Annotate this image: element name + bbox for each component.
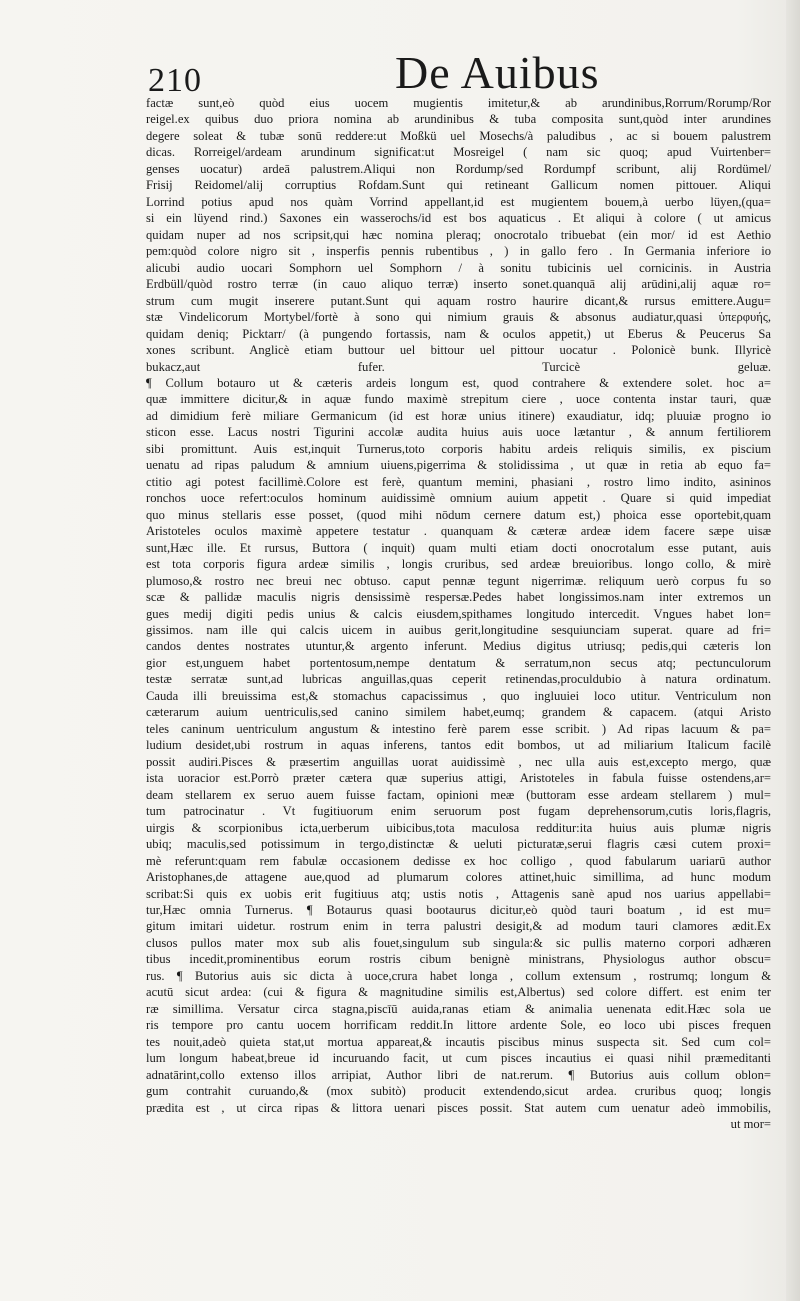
text-line: Erdbüll/quòd rostro terræ (in cauo aliquo terræ) inserto sonet.quanquā alij arūdini,alij aquæ ro= — [146, 277, 771, 292]
text-line: tibus incedit,prominentibus eorum rostris cibum benignè ministrans, Physiologus author obscu= — [146, 952, 771, 967]
running-title: De Auibus — [395, 47, 600, 98]
text-line: possit audiri.Pisces & præsertim anguillas uorat auidissimè , nec ulla auis est,excepto mergo, quæ — [146, 754, 771, 769]
text-line: plumoso,& rostro nec breui nec obtuso. caput pennæ tegunt nigerrimæ. reliquum uerò corpus fu so — [146, 573, 771, 588]
text-line: ronchos uoce refert:oculos hominum auidissimè omnium auium appetit . Quare si quid impediat — [146, 491, 771, 506]
text-line: ludium desidet,ubi rostrum in aquas inferens, tantos edit bombos, ut ad miliarium Italicum facilè — [146, 738, 771, 753]
text-line: cæterarum auium uentriculis,sed canino similem habet,eumq; grandem & capacem. (atqui Aristo — [146, 705, 771, 720]
text-line: quidam nuper ad nos scripsit,qui hæc nomina pleraq; onocrotalo tribuebat (ein mor/ id est Aethio — [146, 227, 771, 242]
text-line: sunt,Hæc ille. Et rursus, Buttora ( inquit) quam multi etiam docti onocrotalum esse putant, auis — [146, 540, 771, 555]
text-line: Lorrind potius apud nos quàm Vorrind appellant,id est mugientem bouem,à uerbo lüyen,(qua= — [146, 194, 771, 209]
text-line: scribat:Si quis ex uobis erit fugitiuus atq; ustis notis , Attagenis sanè apud nos uarius appellabi= — [146, 886, 771, 901]
text-line: Frisij Reidomel/alij corruptius Rofdam.Sunt qui retineant Gallicum nomen pittouer. Aliqui — [146, 178, 771, 193]
text-line: scæ & pallidæ maculis nigris densissimè respersæ.Pedes habet longissimos.nam inter extremos un — [146, 590, 771, 605]
text-line: xones scribunt. Anglicè etiam buttour uel bittour uel pittour uocatur . Polonicè bunk. Illyricè — [146, 343, 771, 358]
text-line: ris tempore pro cantu uocem horrificam reddit.In littore ardente Sole, eo loco ubi pisces frequen — [146, 1018, 771, 1033]
text-line: factæ sunt,eò quòd eius uocem mugientis imitetur,& ab arundinibus,Rorrum/Rorump/Ror — [146, 96, 771, 110]
text-line: lum longum habeat,breue id incuruando facit, ut cum pisces incautius ei quasi nihil præmeditanti — [146, 1051, 771, 1066]
text-line: pem:quòd colore nigro sit , insperfis pennis rubentibus , ) in gallo fero . In Germania inferiore io — [146, 244, 771, 259]
text-line: ¶ Collum botauro ut & cæteris ardeis longum est, quod contrahere & extendere solet. hoc a= — [146, 375, 771, 390]
text-line: ad dimidium ferè miliare Germanicum (id est horæ unius itinere) exaudiatur, idq; pluuiæ progno io — [146, 408, 771, 423]
text-line: strum cum mugit inserere putant.Sunt qui aquam rostro haurire dicant,& rursus emittere.Augu= — [146, 293, 771, 308]
text-line: tum patrocinatur . Vt fugitiuorum enim seruorum post fugam deprehensorum,cutis loris,flagris, — [146, 804, 771, 819]
text-line: bukacz,aut fufer. Turcicè geluæ. — [146, 359, 771, 374]
text-line: ista uoracior est.Porrò præter cætera quæ superius attigi, Aristoteles in fabula fuisse ostendens,ar= — [146, 771, 771, 786]
text-line: ctitio agi potest facillimè.Colore est ferè, quantum memini, phasiani , rostro limo indito, asininos — [146, 474, 771, 489]
text-line: quidam deniq; Picktarr/ (à pungendo fortassis, nam & oculos appetit,) ut Eberus & Peucerus Sa — [146, 326, 771, 341]
text-line: ræ simillima. Versatur circa stagna,piscīū auida,ranas etiam & animalia uenenata edit.Hæc sola ue — [146, 1001, 771, 1016]
text-line: clusos pullos mater mox sub alis fouet,singulum sub singula:& sic pullis materno corpori adhæren — [146, 935, 771, 950]
text-line: uirgis & scorpionibus icta,uerberum uibicibus,tota maculosa redditur:ita huius auis plumæ nigris — [146, 820, 771, 835]
text-line: candos dentes nostrates utuntur,& argento inferunt. Medius digitus utriusq; pedis,qui cæteris lon — [146, 639, 771, 654]
text-line: si ein lüyend rind.) Saxones ein wasserochs/id est bos aquaticus . Et aliqui à colore ( ut amicus — [146, 211, 771, 226]
text-line: degere soleat & tubæ sonū reddere:ut Moßkü uel Mosechs/à paludibus , ac si bouem palustrem — [146, 128, 771, 143]
text-line: Aristophanes,de attagene aue,quod ad plumarum colores attinet,huic simillima, ad hunc modum — [146, 870, 771, 885]
text-line: alicubi audio uocari Somphorn uel Somphorn / à sonitu tubicinis uel cornicinis. in Austria — [146, 260, 771, 275]
text-line: sibi promittunt. Auis est,inquit Turnerus,toto corporis habitu ardeis reliquis similis, ex piscium — [146, 441, 771, 456]
folio-number: 210 — [148, 62, 202, 99]
text-line: est tota corporis figura ardeæ similis , longis cruribus, sed ardeæ breuioribus. longo collo, & mirè — [146, 557, 771, 572]
text-line: acutū sicut ardea: (cui & figura & magnitudine similis est,Albertus) sed colore differt. est enim ter — [146, 985, 771, 1000]
text-line: ut mor= — [730, 1117, 771, 1132]
text-line: gitum imitari uidetur. rostrum enim in terra palustri desigit,& ad modum tauri clamores ædit.Ex — [146, 919, 771, 934]
text-line: prædita est , ut circa ripas & littora uenari pisces possit. Stat autem cum uenatur adeò immobilis, — [146, 1100, 771, 1115]
text-line: reigel.ex quibus duo priora nomina ab arundinibus & tuba composita sunt,quòd inter arundines — [146, 112, 771, 127]
page-header — [148, 40, 768, 100]
text-line: quæ immittere dicitur,& in aquæ fundo maximè strepitum ciere , uoce contenta instar tauri, quæ — [146, 392, 771, 407]
page-gutter — [786, 0, 800, 1301]
text-line: rus. ¶ Butorius auis sic dicta à uoce,crura habet longa , collum extensum , rostrumq; longum & — [146, 968, 771, 983]
text-line: testæ serratæ sunt,ad lubricas anguillas,quas ceperit retinendas,proculdubio à natura ordinatum. — [146, 672, 771, 687]
text-line: quo minus stellaris esse posset, (quod mihi nōdum cernere datum est,) phoica esse oportebit,quam — [146, 507, 771, 522]
text-line: Aristoteles oculos maximè appetere testatur . quanquam & cæteræ ardeæ idem facere sæpe uisæ — [146, 524, 771, 539]
text-line: mè referunt:quam rem fabulæ occasionem dedisse ex hoc colligo , quod fabularum uariarū author — [146, 853, 771, 868]
text-line: gues medij digiti pedis unius & calcis eiusdem,spithames longitudo intercedit. Vngues habet lon= — [146, 606, 771, 621]
text-line: stæ Vindelicorum Mortybel/fortè à sono qui nimium grauis & absonus audiatur,quasi ὑπερφυής, — [146, 310, 771, 325]
text-line: deam stellarem ex seruo auem fuisse factam, opinioni meæ (buttoram esse ardeam stellarem ) mul= — [146, 787, 771, 802]
text-line: dicas. Rorreigel/ardeam arundinum significat:ut Mosreigel ( nam sic quoq; apud Vuirtenber= — [146, 145, 771, 160]
text-line: adnatārint,collo extenso illos arripiat, Author libri de nat.rerum. ¶ Butorius auis collum oblon= — [146, 1067, 771, 1082]
text-line: tur,Hæc omnia Turnerus. ¶ Botaurus quasi bootaurus dicitur,eò quòd tauri boatum , id est mu= — [146, 902, 771, 917]
text-line: Cauda illi breuissima est,& stomachus capacissimus , quo ingluuiei loco utitur. Ventriculum non — [146, 688, 771, 703]
text-line: sticon esse. Lacus nostri Tigurini accolæ audita huius auis uoce lætantur , & annum fertiliorem — [146, 425, 771, 440]
text-line: genses uocatur) ardeā palustrem.Aliqui non Rordump/sed Rordumpf scribunt, alij Rordümel/ — [146, 161, 771, 176]
text-line: tes nouit,adeò quieta stat,ut mortua appareat,& incautis piscibus minus suspecta sit. Sed cum col= — [146, 1034, 771, 1049]
text-line: teles caninum uentriculum angustum & intestino ferè parem esse scribit. ) Ad ripas lacuum & pa= — [146, 721, 771, 736]
text-body — [146, 95, 771, 1133]
text-line: gior est,unguem habet portentosum,nempe dentatum & serratum,non secus atq; pectunculorum — [146, 655, 771, 670]
text-line: gissimos. nam ille qui calcis uicem in auibus gerit,longitudine sesquiunciam superat. quare ad fri= — [146, 623, 771, 637]
text-line: gum contrahit curuando,& (mox subitò) producit extendendo,sicut ardea. cruribus quoq; longis — [146, 1084, 771, 1099]
text-line: ubiq; maculis,sed potissimum in tergo,distinctæ & ueluti picturatæ,serui flagris cæsi cutem proxi= — [146, 837, 771, 852]
text-line: uenatu ad ripas paludum & amnium uiuens,pigerrima & stolidissima , ut quæ in retia ab equo fa= — [146, 458, 771, 473]
